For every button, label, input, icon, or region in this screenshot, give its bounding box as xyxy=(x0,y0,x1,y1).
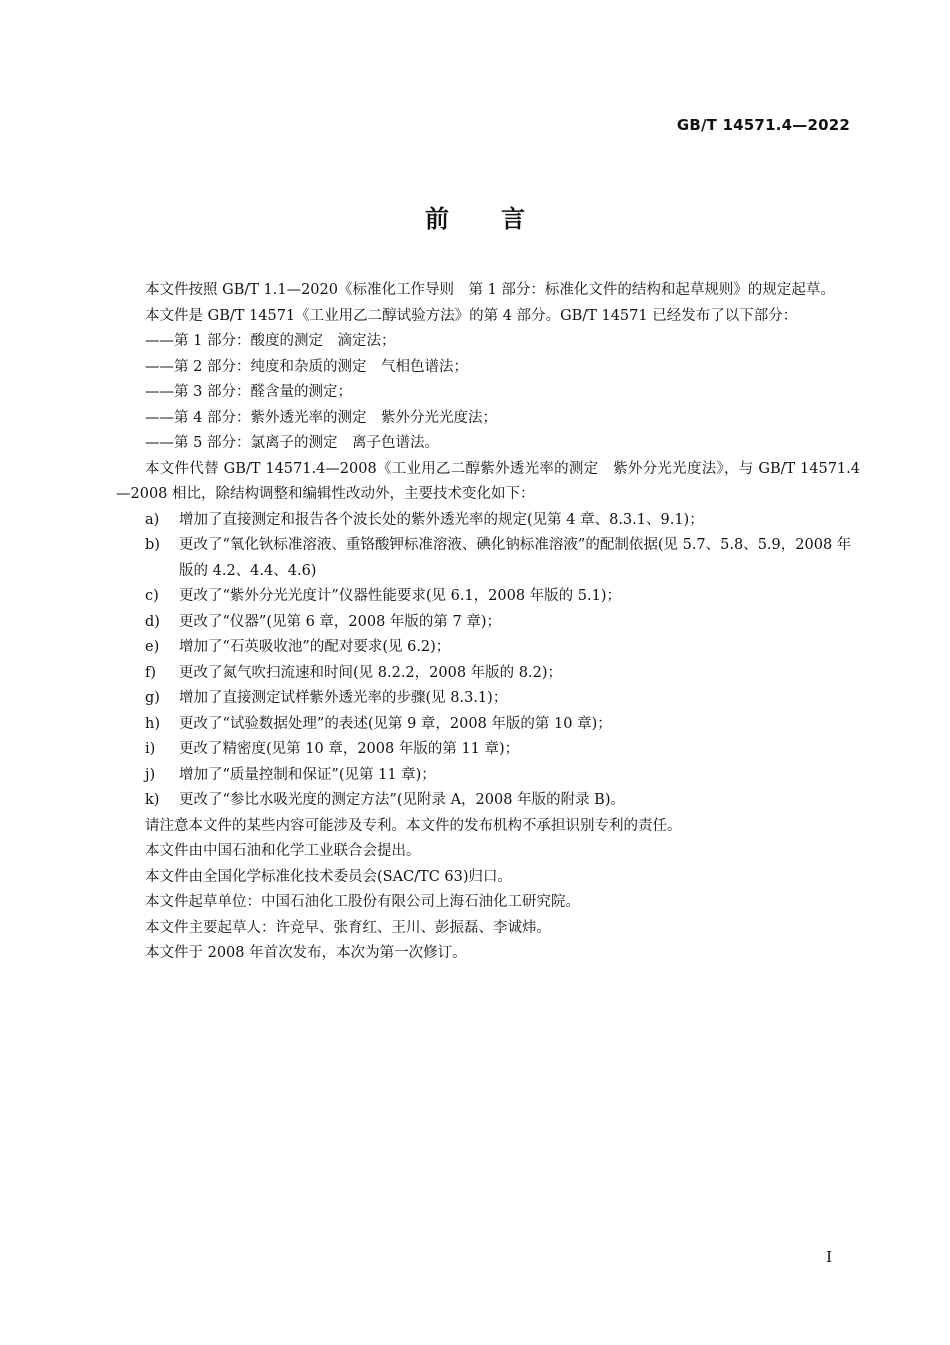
change-text: 更改了“仪器”(见第 6 章，2008 年版的第 7 章)； xyxy=(179,613,502,630)
document-code: GB/T 14571.4—2022 xyxy=(676,116,850,134)
change-list-item xyxy=(116,686,860,712)
change-label: i) xyxy=(145,741,156,757)
page-title: 前言 xyxy=(425,205,577,233)
change-list-item xyxy=(116,584,860,610)
change-list-item xyxy=(116,508,860,534)
paragraph-patent-notice: 请注意本文件的某些内容可能涉及专利。本文件的发布机构不承担识别专利的责任。 xyxy=(145,817,682,834)
paragraph-under-jurisdiction: 本文件由全国化学标准化技术委员会(SAC/TC 63)归口。 xyxy=(145,868,513,885)
change-text: 更改了“紫外分光光度计”仪器性能要求(见 6.1，2008 年版的 5.1)； xyxy=(179,588,621,604)
change-text: 更改了精密度(见第 10 章，2008 年版的第 11 章)； xyxy=(179,741,520,757)
change-label: h) xyxy=(145,715,160,732)
change-list-item xyxy=(116,635,860,661)
paragraph-series-parts: 本文件是 GB/T 14571《工业用乙二醇试验方法》的第 4 部分。GB/T 14571 已经发布了以下部分： xyxy=(145,307,798,324)
paragraph-publication-history: 本文件于 2008 年首次发布，本次为第一次修订。 xyxy=(145,945,467,961)
change-text: 更改了氮气吹扫流速和时间(见 8.2.2，2008 年版的 8.2)； xyxy=(179,664,562,681)
change-list-item xyxy=(116,737,860,763)
change-label: e) xyxy=(145,639,160,655)
foreword-body xyxy=(116,278,860,967)
page-number: I xyxy=(826,1248,832,1266)
change-list-item xyxy=(116,610,860,636)
paragraph-drafters: 本文件主要起草人：许竞早、张育红、王川、彭振磊、李诚炜。 xyxy=(145,919,551,936)
paragraph-replaces: 本文件代替 GB/T 14571.4—2008《工业用乙二醇紫外透光率的测定 紫外分光光度法》，与 GB/T 14571.4—2008 相比，除结构调整和编辑性改动外，主要技术变化如下： xyxy=(116,460,860,502)
change-text: 增加了“质量控制和保证”(见第 11 章)； xyxy=(179,766,436,783)
change-text: 更改了“参比水吸光度的测定方法”(见附录 A，2008 年版的附录 B)。 xyxy=(179,792,625,808)
change-label: j) xyxy=(145,766,156,783)
paragraph-drafting-rules: 本文件按照 GB/T 1.1—2020《标准化工作导则 第 1 部分：标准化文件的结构和起草规则》的规定起草。 xyxy=(145,282,835,298)
part-list-item: ——第 1 部分：酸度的测定 滴定法； xyxy=(145,333,396,349)
change-list-item xyxy=(116,763,860,789)
part-list-item: ——第 2 部分：纯度和杂质的测定 气相色谱法； xyxy=(145,358,468,375)
change-text: 增加了“石英吸收池”的配对要求(见 6.2)； xyxy=(179,639,451,655)
change-text: 增加了直接测定和报告各个波长处的紫外透光率的规定(见第 4 章、8.3.1、9.1)； xyxy=(179,511,704,528)
part-list-item: ——第 5 部分：氯离子的测定 离子色谱法。 xyxy=(145,435,439,451)
change-list-item xyxy=(116,712,860,738)
change-text: 增加了直接测定试样紫外透光率的步骤(见 8.3.1)； xyxy=(179,690,508,706)
change-label: f) xyxy=(145,664,157,681)
change-text: 更改了“试验数据处理”的表述(见第 9 章，2008 年版的第 10 章)； xyxy=(179,715,612,732)
change-label: c) xyxy=(145,588,159,604)
change-list-item xyxy=(116,788,860,814)
change-list-item xyxy=(116,661,860,687)
part-list-item: ——第 4 部分：紫外透光率的测定 紫外分光光度法； xyxy=(145,409,497,426)
part-list-item: ——第 3 部分：醛含量的测定； xyxy=(145,384,352,400)
paragraph-proposed-by: 本文件由中国石油和化学工业联合会提出。 xyxy=(145,843,421,859)
change-label: a) xyxy=(145,511,160,528)
change-label: b) xyxy=(145,537,160,553)
change-label: d) xyxy=(145,613,160,630)
paragraph-drafting-organization: 本文件起草单位：中国石油化工股份有限公司上海石油化工研究院。 xyxy=(145,894,580,910)
change-text: 更改了“氧化钬标准溶液、重铬酸钾标准溶液、碘化钠标准溶液”的配制依据(见 5.7、5.8、5.9，2008 年版的 4.2、4.4、4.6) xyxy=(179,537,852,579)
change-list-item xyxy=(116,533,860,584)
change-label: k) xyxy=(145,792,160,808)
change-label: g) xyxy=(145,690,160,706)
